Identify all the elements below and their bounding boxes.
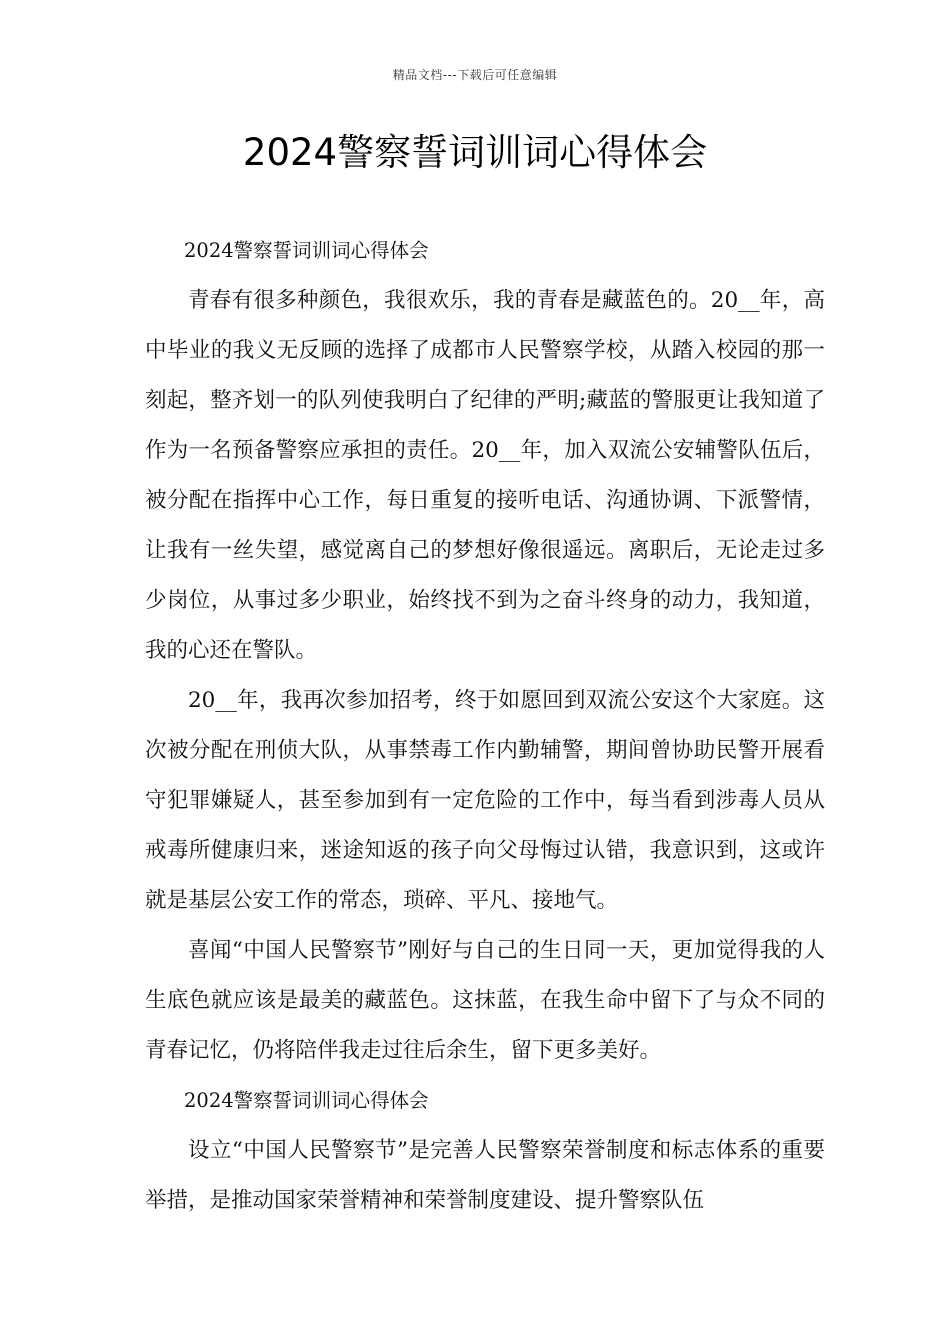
body-paragraph: 设立“中国人民警察节”是完善人民警察荣誉制度和标志体系的重要举措，是推动国家荣誉精神和荣誉制度建设、提升警察队伍 <box>145 1138 825 1213</box>
section-heading: 2024警察誓词训词心得体会 <box>184 239 429 262</box>
document-title: 2024警察誓词训词心得体会 <box>242 131 708 174</box>
section-heading: 2024警察誓词训词心得体会 <box>184 1089 429 1112</box>
body-paragraph: 青春有很多种颜色，我很欢乐，我的青春是藏蓝色的。20__年，高中毕业的我义无反顾的选择了成都市人民警察学校，从踏入校园的那一刻起，整齐划一的队列使我明白了纪律的严明;藏蓝的警服更让我知道了作为一名预备警察应承担的责任。20__年，加入双流公安辅警队伍后，被分配在指挥中心工作，每日重复的接听电话、沟通协调、下派警情，让我有一丝失望，感觉离自己的梦想好像很遥远。离职后，无论走过多少岗位，从事过多少职业，始终找不到为之奋斗终身的动力，我知道，我的心还在警队。 <box>145 288 825 663</box>
header-note: 精品文档---下载后可任意编辑 <box>392 68 558 82</box>
document-body <box>145 226 825 1226</box>
body-paragraph: 20__年，我再次参加招考，终于如愿回到双流公安这个大家庭。这次被分配在刑侦大队，从事禁毒工作内勤辅警，期间曾协助民警开展看守犯罪嫌疑人，甚至参加到有一定危险的工作中，每当看到涉毒人员从戒毒所健康归来，迷途知返的孩子向父母悔过认错，我意识到，这或许就是基层公安工作的常态，琐碎、平凡、接地气。 <box>145 688 825 913</box>
body-paragraph: 喜闻“中国人民警察节”刚好与自己的生日同一天，更加觉得我的人生底色就应该是最美的藏蓝色。这抹蓝，在我生命中留下了与众不同的青春记忆，仍将陪伴我走过往后余生，留下更多美好。 <box>145 938 825 1063</box>
